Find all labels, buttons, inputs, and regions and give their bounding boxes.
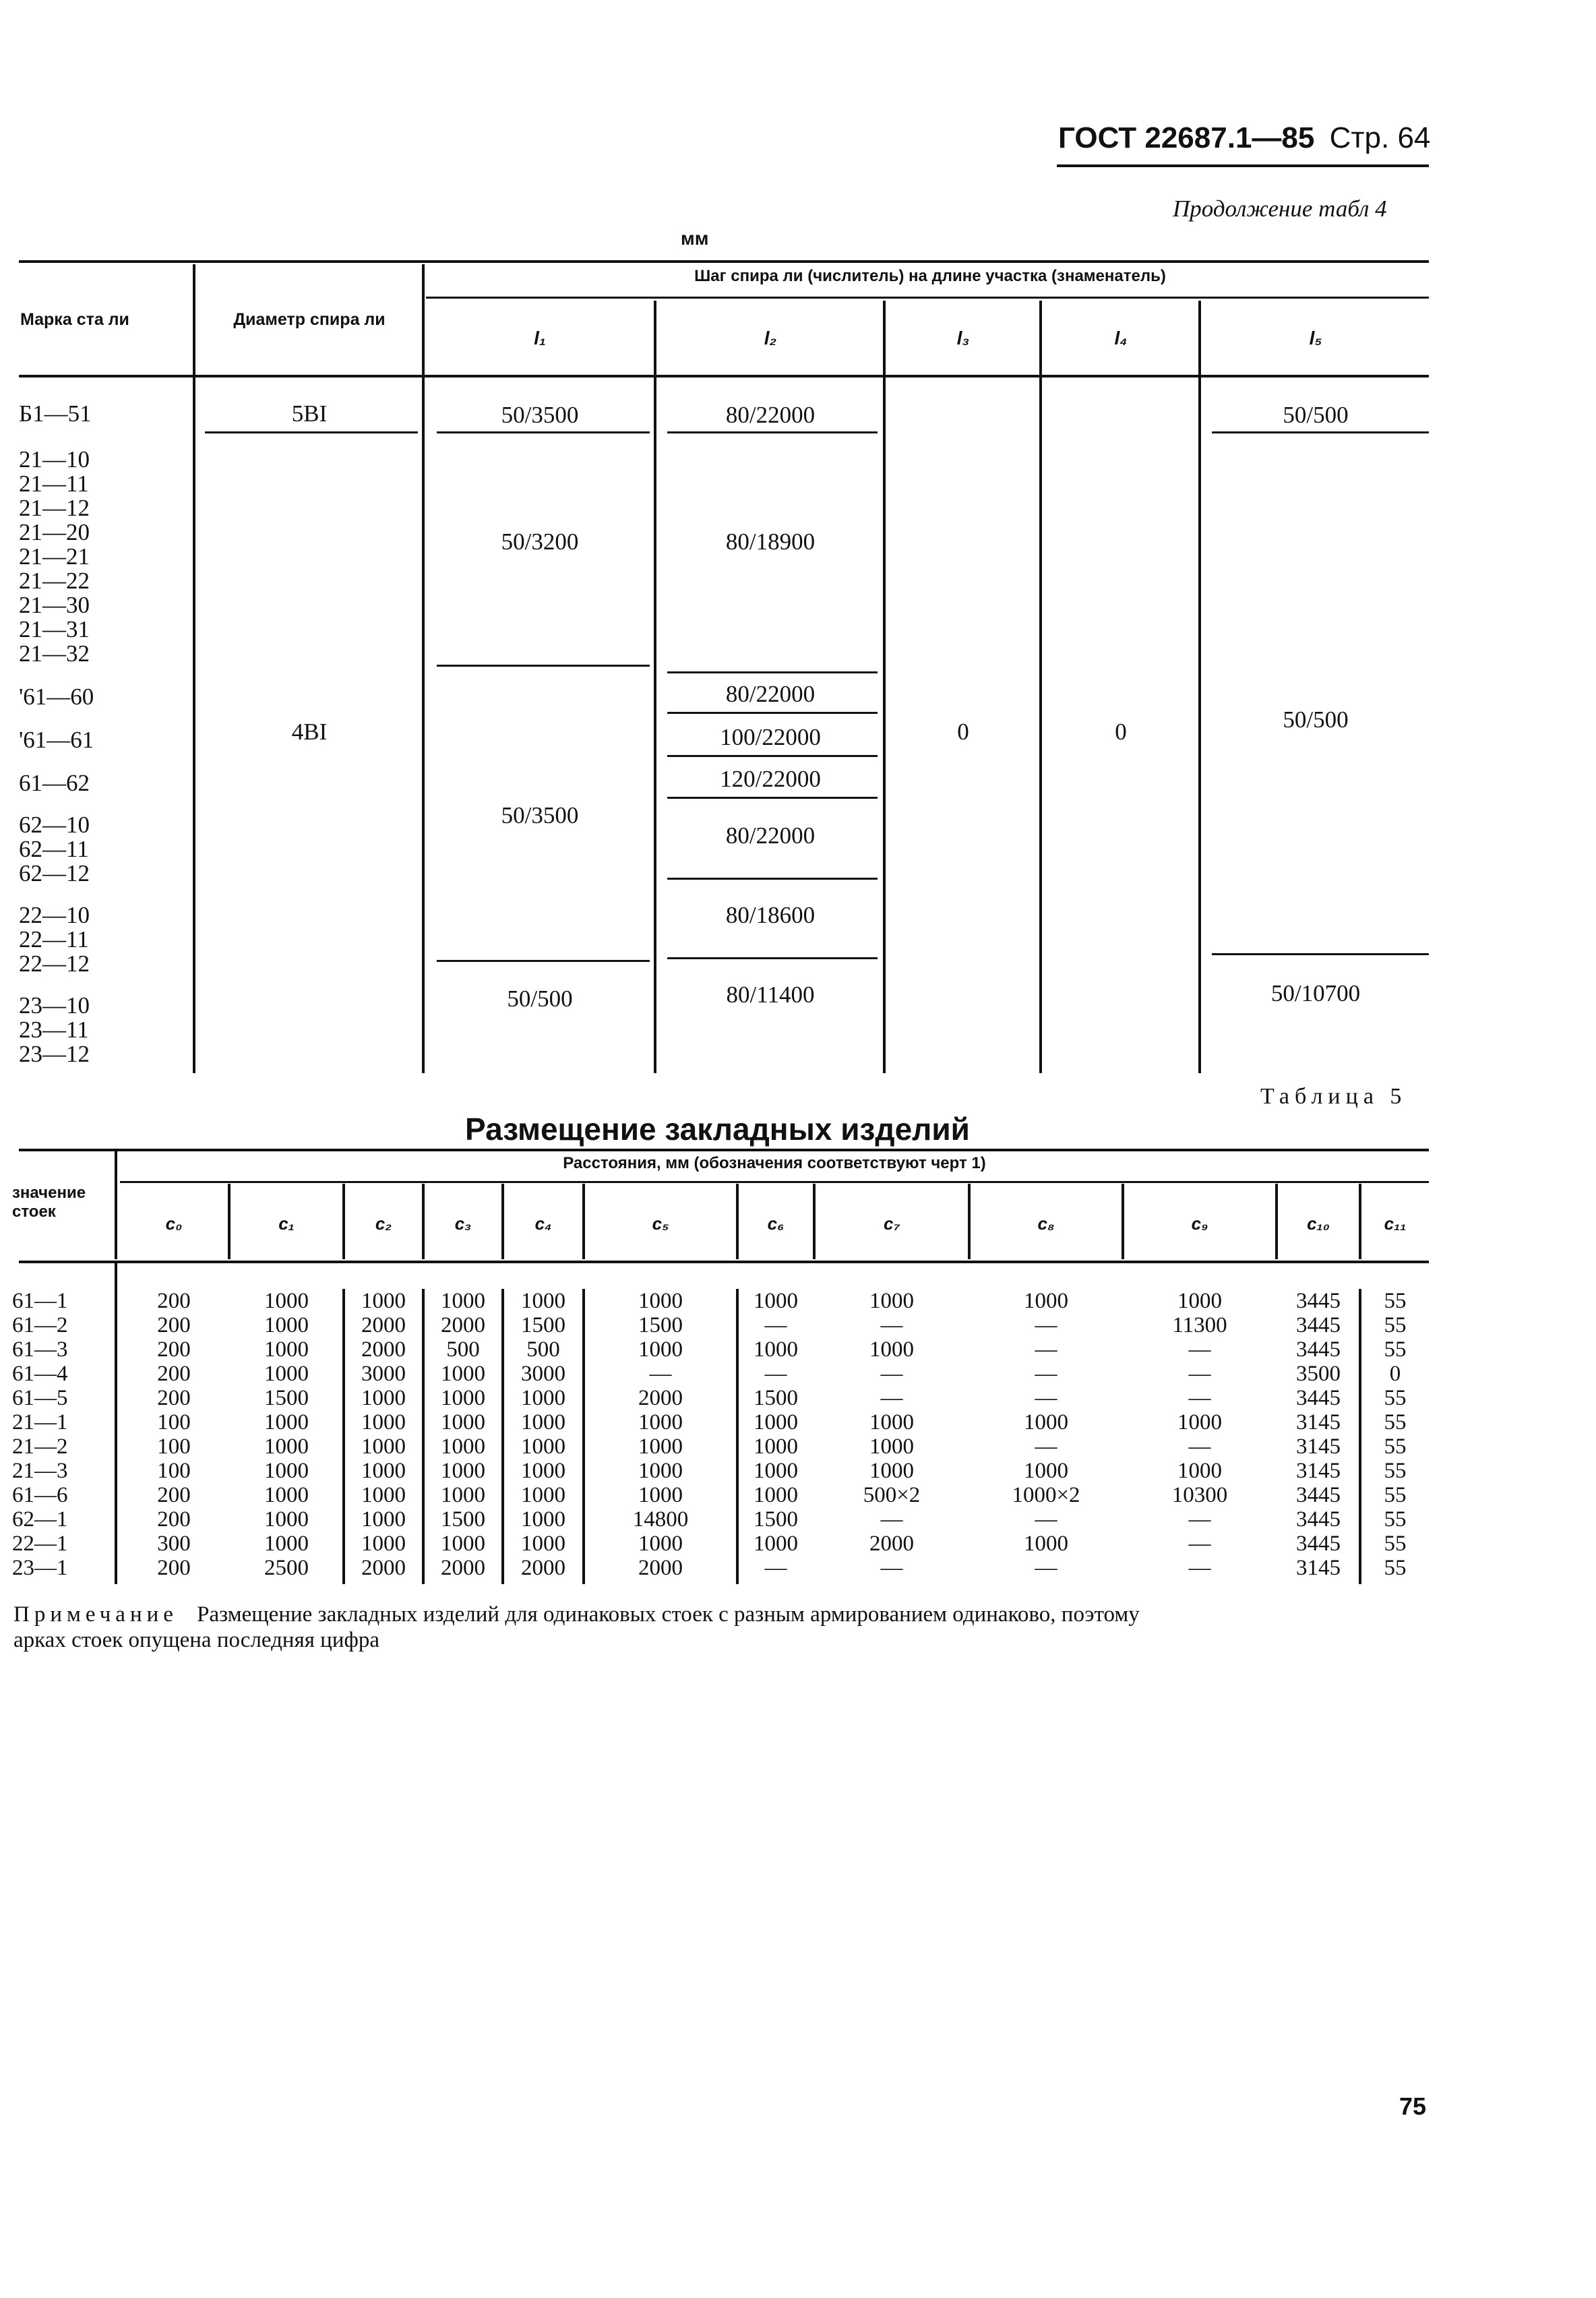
t5-c8-column: 1000 — — — — 1000 — 1000 1000×2 — 1000 — bbox=[1012, 1289, 1080, 1580]
l5-value: 50/10700 bbox=[1270, 980, 1361, 1006]
l2-value: 120/22000 bbox=[720, 766, 821, 792]
l1-value: 50/3200 bbox=[501, 528, 579, 555]
mark-group-1: Б1—51 bbox=[19, 400, 92, 427]
t5-c11-column: 55 55 55 0 55 55 55 55 55 55 55 55 bbox=[1384, 1289, 1407, 1580]
mark-group-5: 61—62 bbox=[19, 770, 90, 796]
t5-col-c1: c₁ bbox=[278, 1213, 295, 1234]
note bbox=[13, 1602, 1429, 1653]
l4-value: 0 bbox=[1115, 719, 1127, 745]
mark-group-4: '61—61 bbox=[19, 727, 94, 753]
sub-l4: l₄ bbox=[1114, 328, 1128, 349]
t5-col-c6: c₆ bbox=[767, 1213, 785, 1234]
gost-number: ГОСТ 22687.1—85 bbox=[1058, 121, 1315, 154]
mark-group-7: 22—10 22—11 22—12 bbox=[19, 902, 90, 977]
note-label: Примечание bbox=[13, 1602, 178, 1627]
page-label: Стр. 64 bbox=[1329, 121, 1431, 154]
t5-col-group-header: Расстояния, мм (обозначения соответствуют черт 1) bbox=[563, 1154, 986, 1172]
l5-value: 50/500 bbox=[1283, 706, 1349, 733]
sub-l3: l₃ bbox=[956, 328, 970, 349]
t5-col-c9: c₉ bbox=[1191, 1213, 1208, 1234]
t5-col-c2: c₂ bbox=[375, 1213, 392, 1234]
l1-value: 50/3500 bbox=[501, 402, 579, 428]
col-diam-header: Диаметр спира ли bbox=[233, 310, 386, 329]
t5-c2-column: 1000 2000 2000 3000 1000 1000 1000 1000 1000 1000 1000 2000 bbox=[361, 1289, 406, 1580]
col-mark-header: Марка ста ли bbox=[20, 310, 129, 329]
l2-value: 80/22000 bbox=[725, 402, 816, 428]
t5-c0-column: 200 200 200 200 200 100 100 100 200 200 300 200 bbox=[157, 1289, 191, 1580]
col-step-header: Шаг спира ли (числитель) на длине участка (знаменатель) bbox=[694, 267, 1166, 285]
mark-group-3: '61—60 bbox=[19, 684, 94, 710]
t5-c7-column: 1000 — 1000 — — 1000 1000 1000 500×2 — 2000 — bbox=[863, 1289, 921, 1580]
t5-col-c4: c₄ bbox=[534, 1213, 552, 1234]
t5-c6-column: 1000 — 1000 — 1500 1000 1000 1000 1000 1500 1000 — bbox=[754, 1289, 798, 1580]
t5-c5-column: 1000 1500 1000 — 2000 1000 1000 1000 1000 14800 1000 2000 bbox=[632, 1289, 689, 1580]
t5-c10-column: 3445 3445 3445 3500 3445 3145 3145 3145 3445 3445 3445 3145 bbox=[1296, 1289, 1341, 1580]
t5-col-c5: c₅ bbox=[652, 1213, 669, 1234]
l5-value: 50/500 bbox=[1283, 402, 1349, 428]
table-5-title: Размещение закладных изделий bbox=[465, 1112, 970, 1147]
t5-c4-column: 1000 1500 500 3000 1000 1000 1000 1000 1000 1000 1000 2000 bbox=[521, 1289, 565, 1580]
l1-value: 50/500 bbox=[507, 986, 573, 1012]
sub-l1: l₁ bbox=[534, 328, 546, 349]
t5-marks-column: 61—1 61—2 61—3 61—4 61—5 21—1 21—2 21—3 61—6 62—1 22—1 23—1 bbox=[12, 1289, 68, 1580]
mark-group-6: 62—10 62—11 62—12 bbox=[19, 812, 90, 886]
l3-value: 0 bbox=[957, 719, 969, 745]
t5-col-c8: c₈ bbox=[1037, 1213, 1055, 1234]
l2-value: 80/22000 bbox=[725, 681, 816, 707]
t5-col-c11: c₁₁ bbox=[1384, 1213, 1407, 1234]
page-number: 75 bbox=[1399, 2092, 1427, 2120]
header-rule bbox=[1057, 164, 1429, 167]
l2-value: 80/22000 bbox=[725, 822, 816, 849]
t5-col-c0: c₀ bbox=[165, 1213, 183, 1234]
diam-5bi: 5BI bbox=[291, 400, 328, 427]
sub-l2: l₂ bbox=[764, 328, 777, 349]
table-5-label: Таблица 5 bbox=[1260, 1084, 1407, 1109]
l2-value: 80/18600 bbox=[725, 902, 816, 928]
unit-label: мм bbox=[681, 228, 709, 249]
l2-value: 80/18900 bbox=[725, 528, 816, 555]
t5-c9-column: 1000 11300 — — — 1000 — 1000 10300 — — — bbox=[1171, 1289, 1228, 1580]
t5-col-mark-header: значение стоек bbox=[12, 1184, 86, 1221]
t5-col-c10: c₁₀ bbox=[1307, 1213, 1330, 1234]
mark-group-8: 23—10 23—11 23—12 bbox=[19, 992, 90, 1067]
diam-4bi: 4BI bbox=[291, 719, 328, 745]
t5-col-c3: c₃ bbox=[454, 1213, 472, 1234]
t5-c3-column: 1000 2000 500 1000 1000 1000 1000 1000 1000 1500 1000 2000 bbox=[441, 1289, 485, 1580]
l1-value: 50/3500 bbox=[501, 802, 579, 828]
sub-l5: l₅ bbox=[1309, 328, 1322, 349]
mark-group-2: 21—10 21—11 21—12 21—20 21—21 21—22 21—30 21—31 21—32 bbox=[19, 446, 90, 667]
t5-col-c7: c₇ bbox=[884, 1213, 900, 1234]
l2-value: 80/11400 bbox=[726, 981, 815, 1008]
note-line-1: Размещение закладных изделий для одинаковых стоек с разным армированием одинаково, поэтому bbox=[197, 1602, 1140, 1627]
l2-value: 100/22000 bbox=[720, 724, 821, 750]
t5-c1-column: 1000 1000 1000 1000 1500 1000 1000 1000 1000 1000 1000 2500 bbox=[264, 1289, 309, 1580]
document-header bbox=[1058, 121, 1430, 155]
continuation-label: Продолжение табл 4 bbox=[1173, 195, 1387, 222]
note-line-2: арках стоек опущена последняя цифра bbox=[13, 1628, 380, 1652]
